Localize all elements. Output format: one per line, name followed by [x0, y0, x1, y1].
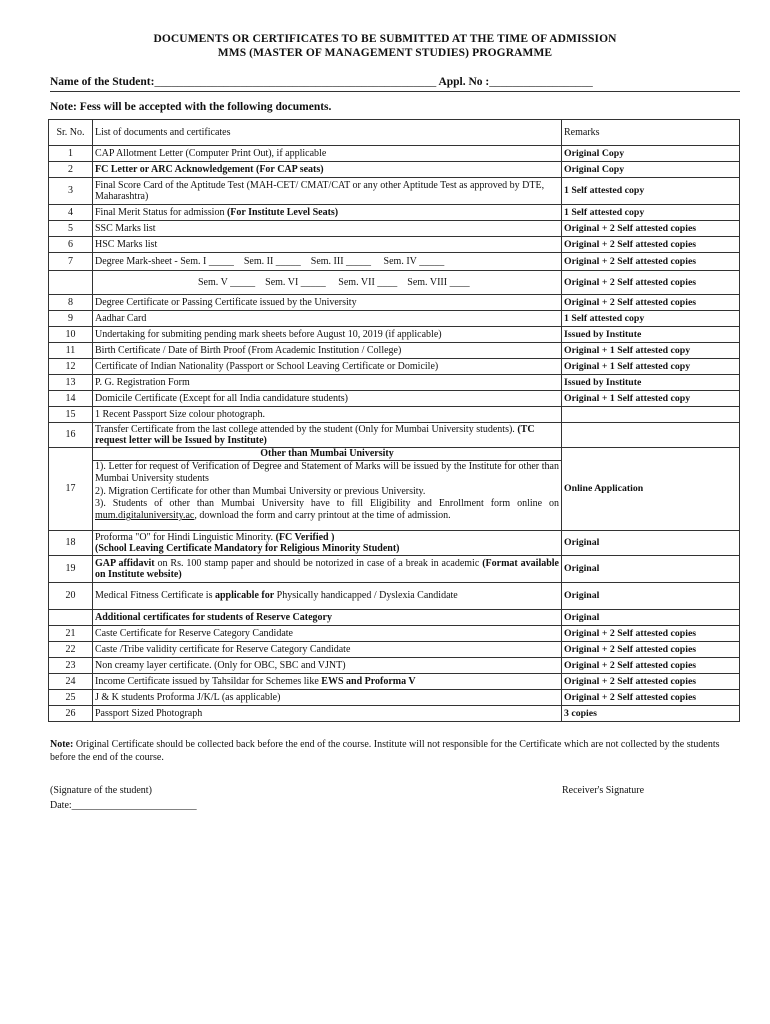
row-sr: 1	[49, 146, 93, 162]
r17-point-3-rest: , download the form and carry printout at the time of admission.	[194, 510, 451, 522]
row-document: Caste /Tribe validity certificate for Reserve Category Candidate	[93, 642, 562, 658]
row-sr: 26	[49, 706, 93, 722]
row-sr: 23	[49, 658, 93, 674]
row-remark: Original + 2 Self attested copies	[562, 642, 740, 658]
row-document	[93, 448, 562, 531]
table-row	[49, 626, 740, 642]
table-row	[49, 391, 740, 407]
row-sr: 9	[49, 311, 93, 327]
row-remark: Original + 2 Self attested copies	[562, 221, 740, 237]
appl-label: Appl. No :	[438, 76, 490, 88]
row-document: Non creamy layer certificate. (Only for OBC, SBC and VJNT)	[93, 658, 562, 674]
table-row	[49, 642, 740, 658]
row-sr: 17	[49, 448, 93, 531]
row-document: Birth Certificate / Date of Birth Proof (From Academic Institution / College)	[93, 343, 562, 359]
divider	[50, 91, 740, 92]
row-document-text: Medical Fitness Certificate is	[95, 590, 215, 602]
row-remark: Original	[562, 610, 740, 626]
row-document	[93, 556, 562, 583]
row-document-text: on Rs. 100 stamp paper and should be notorized in case of a break in academic	[154, 557, 483, 569]
name-label: Name of the Student:	[50, 76, 155, 88]
row-document: CAP Allotment Letter (Computer Print Out), if applicable	[93, 146, 562, 162]
appl-blank[interactable]: __________________	[489, 76, 593, 88]
row-remark: Original + 2 Self attested copies	[562, 237, 740, 253]
receiver-signature-label: Receiver's Signature	[562, 785, 645, 796]
table-row	[49, 311, 740, 327]
table-row	[49, 531, 740, 556]
table-row	[49, 162, 740, 178]
row-remark: Original Copy	[562, 146, 740, 162]
row-document-bold: GAP affidavit	[95, 557, 155, 569]
fees-note: Note: Fess will be accepted with the following documents.	[50, 101, 332, 113]
row-document: Passport Sized Photograph	[93, 706, 562, 722]
r17-point-3: 3). Students of other than Mumbai University have to fill Eligibility and Enrollment form online on	[95, 497, 559, 509]
table-row	[49, 327, 740, 343]
row-sr: 18	[49, 531, 93, 556]
table-row	[49, 295, 740, 311]
row-sr: 16	[49, 423, 93, 448]
row-document: FC Letter or ARC Acknowledgement (For CAP seats)	[93, 162, 562, 178]
row-remark: Issued by Institute	[562, 327, 740, 343]
name-blank[interactable]: _________________________________________________	[154, 76, 437, 88]
row-document-text: Proforma "O" for Hindi Linguistic Minority.	[95, 531, 276, 543]
other-than-mumbai-heading: Other than Mumbai University	[93, 448, 561, 461]
row-remark: 1 Self attested copy	[562, 205, 740, 221]
row-document-text: Transfer Certificate from the last college attended by the student (Only for Mumbai University students).	[95, 423, 518, 435]
row-document: Domicile Certificate (Except for all India candidature students)	[93, 391, 562, 407]
row-sr: 7	[49, 253, 93, 271]
row-document	[93, 423, 562, 448]
row-remark: Original	[562, 583, 740, 610]
header-remarks: Remarks	[562, 120, 740, 146]
row-remark: Original + 1 Self attested copy	[562, 343, 740, 359]
row-document: Aadhar Card	[93, 311, 562, 327]
row-sr: 20	[49, 583, 93, 610]
row-sr-empty	[49, 271, 93, 295]
row-document: SSC Marks list	[93, 221, 562, 237]
row-remark: Original + 2 Self attested copies	[562, 674, 740, 690]
row-document-bold: EWS and Proforma V	[321, 675, 416, 687]
row-document	[93, 674, 562, 690]
row-document	[93, 205, 562, 221]
row-remark: Original + 2 Self attested copies	[562, 658, 740, 674]
row-document: Final Score Card of the Aptitude Test (MAH-CET/ CMAT/CAT or any other Aptitude Test as approved by DTE, Maharashtra)	[93, 178, 562, 205]
table-row	[49, 146, 740, 162]
student-signature-label: (Signature of the student)	[50, 785, 152, 796]
table-row	[49, 343, 740, 359]
row-document-bold: (FC Verified )	[275, 531, 335, 543]
table-row	[49, 375, 740, 391]
row-document-bold: (TC request letter will be Issued by Institute)	[95, 423, 535, 446]
row-document: Sem. V _____ Sem. VI _____ Sem. VII ____ Sem. VIII ____	[93, 271, 562, 295]
row-remark: Original + 1 Self attested copy	[562, 391, 740, 407]
student-name-line	[50, 76, 740, 88]
row-remark: Original + 2 Self attested copies	[562, 253, 740, 271]
table-row	[49, 221, 740, 237]
title-line-2: MMS (MASTER OF MANAGEMENT STUDIES) PROGRAMME	[217, 47, 553, 59]
row-document: P. G. Registration Form	[93, 375, 562, 391]
r17-point-2: 2). Migration Certificate for other than Mumbai University or previous University.	[95, 485, 426, 497]
row-sr: 15	[49, 407, 93, 423]
row-document: Caste Certificate for Reserve Category Candidate	[93, 626, 562, 642]
row-document-text-2: Physically handicapped / Dyslexia Candidate	[274, 590, 458, 602]
digital-university-link[interactable]: mum.digitaluniversity.ac	[95, 510, 195, 522]
table-row	[49, 690, 740, 706]
table-row	[49, 448, 740, 531]
row-document-bold: applicable for	[214, 590, 275, 602]
row-remark	[562, 407, 740, 423]
row-sr: 6	[49, 237, 93, 253]
row-document-bold-2: (Format available on Institute website)	[95, 557, 559, 580]
row-remark: 1 Self attested copy	[562, 178, 740, 205]
row-remark: Original	[562, 556, 740, 583]
table-row	[49, 253, 740, 271]
row-sr: 2	[49, 162, 93, 178]
row-document: HSC Marks list	[93, 237, 562, 253]
row-sr: 11	[49, 343, 93, 359]
row-sr: 25	[49, 690, 93, 706]
row-remark: Original + 2 Self attested copies	[562, 690, 740, 706]
table-row	[49, 237, 740, 253]
header-list: List of documents and certificates	[93, 120, 562, 146]
row-document: Undertaking for submiting pending mark sheets before August 10, 2019 (if applicable)	[93, 327, 562, 343]
table-row	[49, 658, 740, 674]
row-sr: 24	[49, 674, 93, 690]
title-line-1: DOCUMENTS OR CERTIFICATES TO BE SUBMITTED AT THE TIME OF ADMISSION	[153, 33, 617, 45]
row-remark: Original + 1 Self attested copy	[562, 359, 740, 375]
table-row	[49, 706, 740, 722]
row-sr: 4	[49, 205, 93, 221]
row-document: 1 Recent Passport Size colour photograph.	[93, 407, 562, 423]
additional-certificates-heading: Additional certificates for students of Reserve Category	[93, 610, 562, 626]
row-remark: Online Application	[562, 448, 740, 531]
table-row	[49, 205, 740, 221]
table-row	[49, 359, 740, 375]
row-sr: 13	[49, 375, 93, 391]
row-document-bold: (For Institute Level Seats)	[226, 206, 339, 218]
row-remark: Original + 2 Self attested copies	[562, 295, 740, 311]
row-remark: 1 Self attested copy	[562, 311, 740, 327]
footer-note	[50, 738, 740, 764]
row-sr: 21	[49, 626, 93, 642]
table-row	[49, 556, 740, 583]
row-sr: 3	[49, 178, 93, 205]
table-row	[49, 583, 740, 610]
row-remark: Issued by Institute	[562, 375, 740, 391]
row-document-text: Income Certificate issued by Tahsildar for Schemes like	[95, 675, 322, 687]
table-row	[49, 674, 740, 690]
row-sr: 12	[49, 359, 93, 375]
row-document: Degree Certificate or Passing Certificate issued by the University	[93, 295, 562, 311]
row-document	[93, 583, 562, 610]
row-remark: Original + 2 Self attested copies	[562, 271, 740, 295]
row-document-text: Final Merit Status for admission	[95, 206, 227, 218]
row-sr-empty	[49, 610, 93, 626]
date-field[interactable]: Date:_________________________	[50, 800, 197, 811]
row-remark	[562, 423, 740, 448]
table-row	[49, 423, 740, 448]
footer-note-label: Note:	[50, 739, 74, 750]
table-row	[49, 407, 740, 423]
table-row	[49, 610, 740, 626]
table-header-row	[49, 120, 740, 146]
row-remark: 3 copies	[562, 706, 740, 722]
row-remark: Original + 2 Self attested copies	[562, 626, 740, 642]
row-document: Certificate of Indian Nationality (Passport or School Leaving Certificate or Domicile)	[93, 359, 562, 375]
table-row	[49, 271, 740, 295]
row-remark: Original	[562, 531, 740, 556]
table-row	[49, 178, 740, 205]
footer-note-text: Original Certificate should be collected back before the end of the course. Institute will not responsible for the Certificate which are not collected by the students before the end of the course.	[50, 739, 720, 763]
row-sr: 19	[49, 556, 93, 583]
row-remark: Original Copy	[562, 162, 740, 178]
row-sr: 8	[49, 295, 93, 311]
row-document-bold-2: (School Leaving Certificate Mandatory for Religious Minority Student)	[95, 543, 400, 554]
row-sr: 22	[49, 642, 93, 658]
documents-table	[48, 119, 740, 722]
row-sr: 5	[49, 221, 93, 237]
row-sr: 10	[49, 327, 93, 343]
row-sr: 14	[49, 391, 93, 407]
header-sr-no: Sr. No.	[49, 120, 93, 146]
row-document: J & K students Proforma J/K/L (as applicable)	[93, 690, 562, 706]
r17-point-1: 1). Letter for request of Verification of Degree and Statement of Marks will be issued by the Institute for other than Mumbai University students	[95, 461, 559, 485]
row-document: Degree Mark-sheet - Sem. I _____ Sem. II _____ Sem. III _____ Sem. IV _____	[93, 253, 562, 271]
row-document	[93, 531, 562, 556]
